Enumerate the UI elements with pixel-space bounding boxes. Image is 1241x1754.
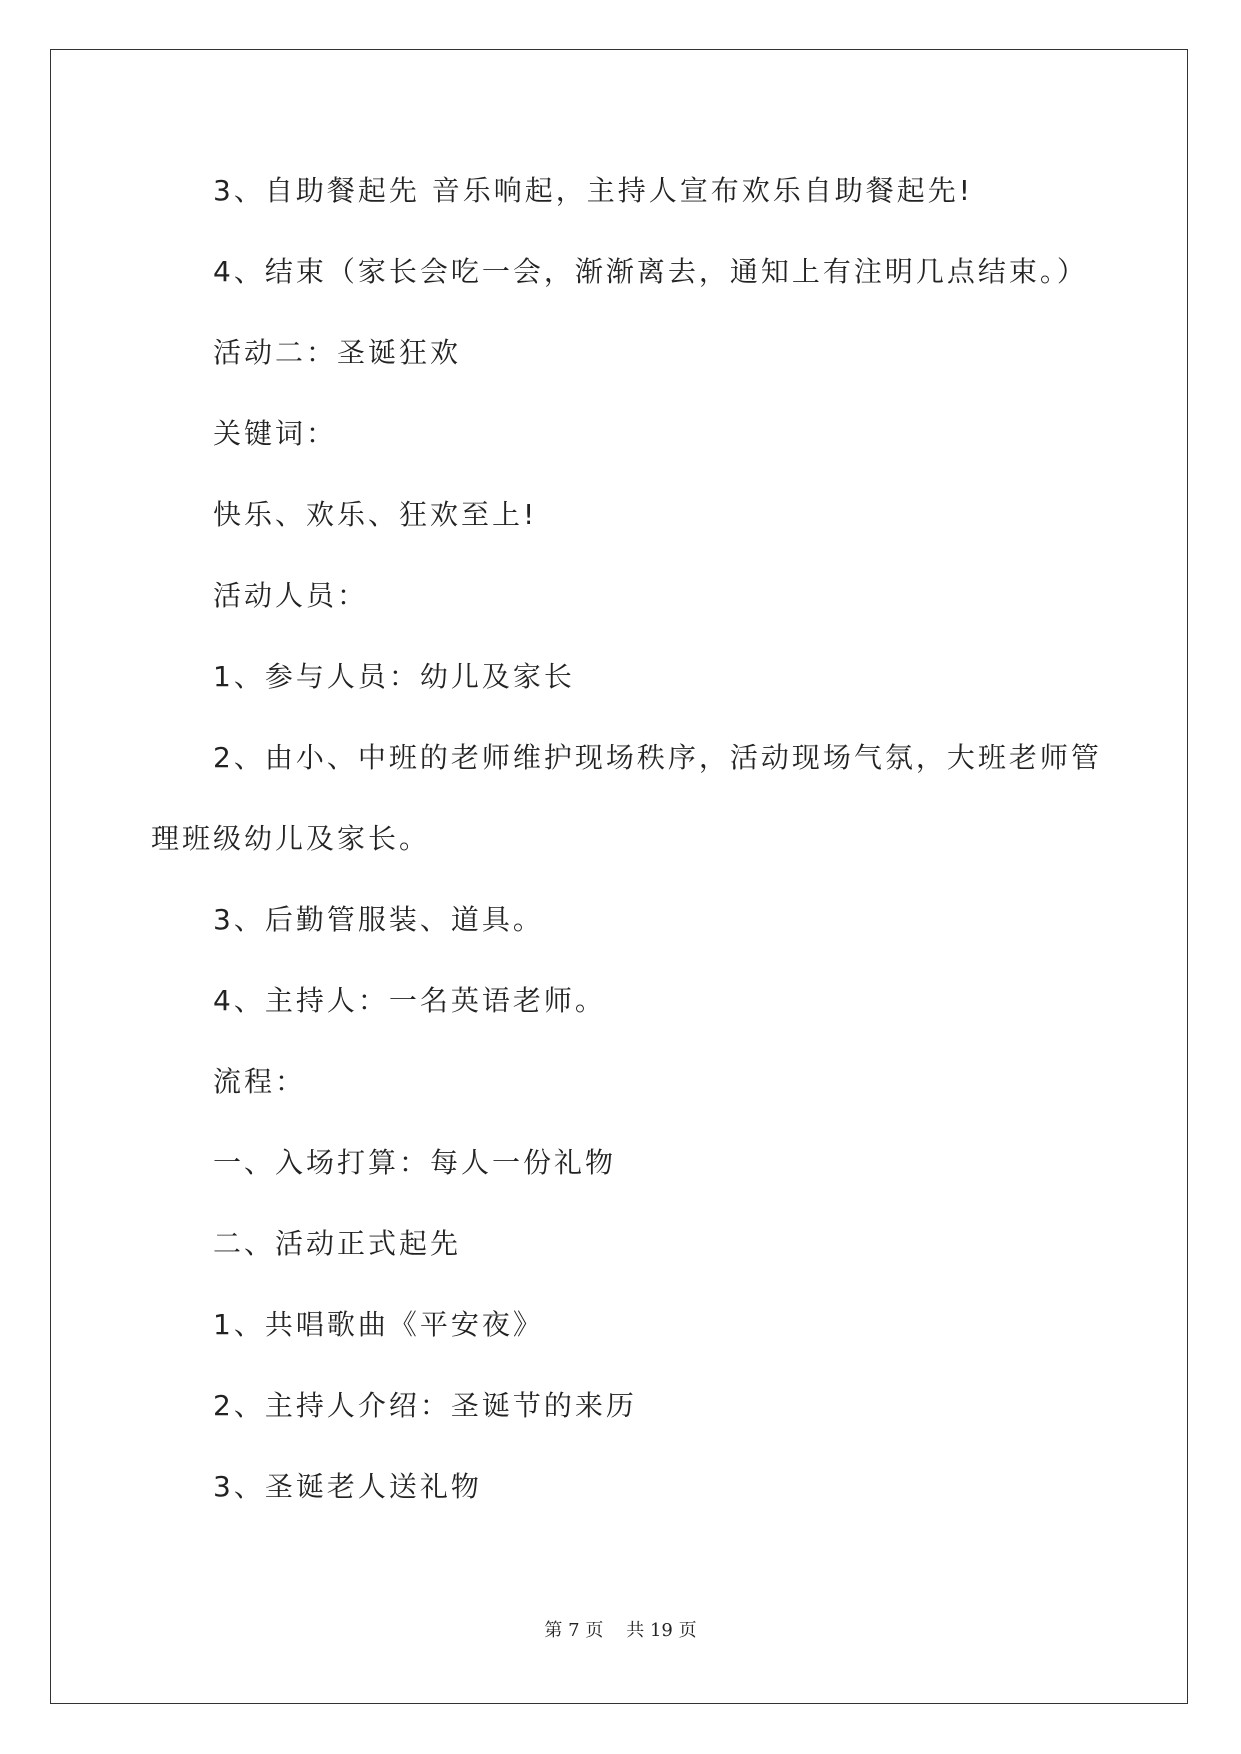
- section-heading-activity-two: 活动二：圣诞狂欢: [213, 336, 462, 369]
- process-step-1: 一、入场打算：每人一份礼物: [213, 1146, 617, 1179]
- staff-item-2-continued: 理班级幼儿及家长。: [151, 822, 431, 855]
- process-step-2: 二、活动正式起先: [213, 1227, 462, 1260]
- staff-label: 活动人员：: [213, 579, 369, 612]
- staff-item-2: 2、由小、中班的老师维护现场秩序，活动现场气氛，大班老师管: [213, 741, 1102, 774]
- page-total: 共 19 页: [626, 1620, 697, 1641]
- staff-item-3: 3、后勤管服装、道具。: [213, 903, 544, 936]
- page-number: 第 7 页: [544, 1620, 604, 1641]
- process-substep-2: 2、主持人介绍：圣诞节的来历: [213, 1389, 637, 1422]
- staff-item-4: 4、主持人：一名英语老师。: [213, 984, 606, 1017]
- process-label: 流程：: [213, 1065, 307, 1098]
- body-line-2: 4、结束（家长会吃一会，渐渐离去，通知上有注明几点结束。）: [213, 255, 1088, 288]
- keywords-label: 关键词：: [213, 417, 338, 450]
- process-substep-1: 1、共唱歌曲《平安夜》: [213, 1308, 544, 1341]
- keywords-value: 快乐、欢乐、狂欢至上!: [213, 498, 538, 531]
- page-border: [50, 49, 1188, 1704]
- process-substep-3: 3、圣诞老人送礼物: [213, 1470, 482, 1503]
- staff-item-1: 1、参与人员：幼儿及家长: [213, 660, 575, 693]
- body-line-1: 3、自助餐起先 音乐响起，主持人宣布欢乐自助餐起先!: [213, 174, 973, 207]
- page-footer: [0, 1616, 1241, 1642]
